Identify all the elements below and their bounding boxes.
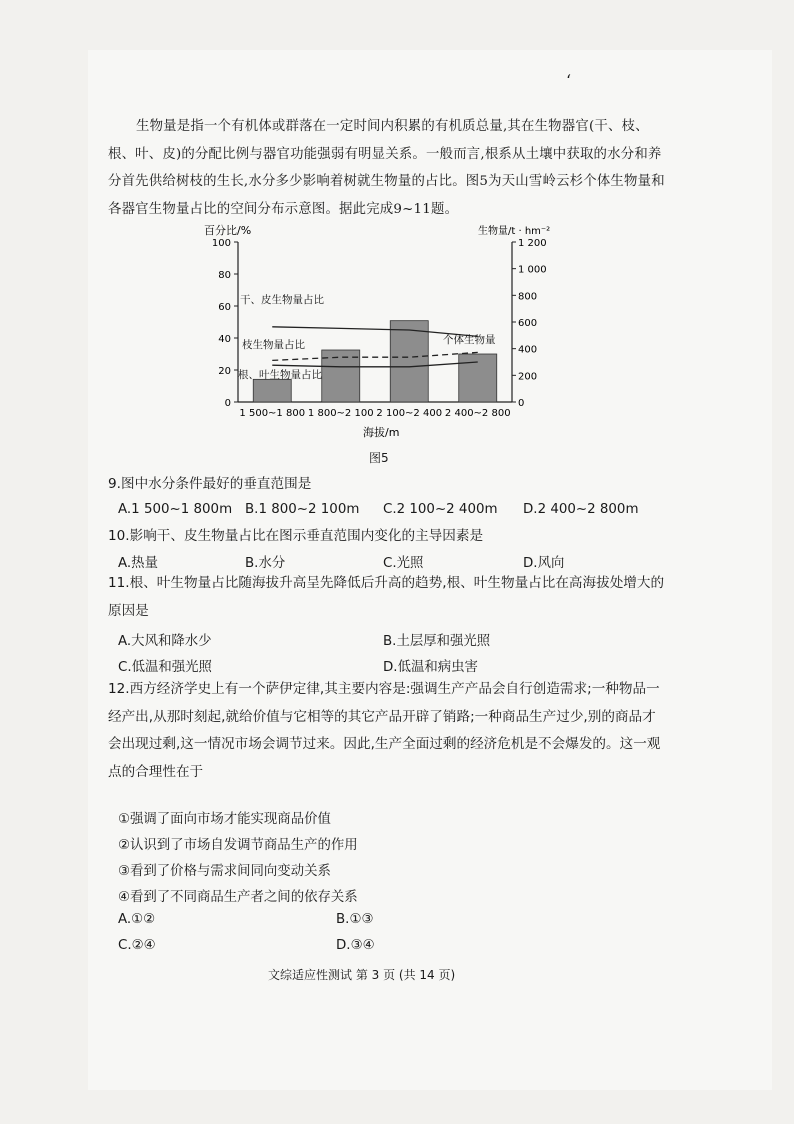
q9-option-c[interactable]: C.2 100~2 400m	[383, 502, 498, 517]
question-11: 11.根、叶生物量占比随海拔升高呈先降低后升高的趋势,根、叶生物量占比在高海拔处增大的原因是	[108, 575, 665, 619]
left-tick-label: 100	[211, 238, 231, 249]
q12-option-d[interactable]: D.③④	[336, 938, 375, 953]
x-tick-label: 1 800~2 100	[307, 408, 374, 419]
q11-option-a[interactable]: A.大风和降水少	[118, 634, 212, 649]
q12-statement-4: ④看到了不同商品生产者之间的依存关系	[118, 890, 358, 905]
series-label: 根、叶生物量占比	[238, 369, 322, 381]
right-tick-label: 1 000	[518, 264, 547, 276]
intro-paragraph	[108, 113, 668, 223]
q10-option-d[interactable]: D.风向	[523, 556, 565, 571]
biomass-bar	[253, 379, 291, 402]
intro-text: 生物量是指一个有机体或群落在一定时间内积累的有机质总量,其在生物器官(干、枝、根、叶、皮)的分配比例与器官功能强弱有明显关系。一般而言,根系从土壤中获取的水分和养分首先供给树枝的生长,水分多少影响着树就生物量的占比。图5为天山雪岭云杉个体生物量和各器官生物量占比的空间分布示意图。据此完成9~11题。	[108, 119, 665, 217]
series-line	[272, 362, 478, 367]
q10-option-a[interactable]: A.热量	[118, 556, 158, 571]
left-axis-title: 百分比/%	[204, 224, 252, 237]
left-tick-label: 0	[224, 398, 231, 409]
q11-option-b[interactable]: B.土层厚和强光照	[383, 634, 491, 649]
series-label: 个体生物量	[443, 334, 496, 346]
q12-option-b[interactable]: B.①③	[336, 912, 374, 927]
left-tick-label: 60	[218, 302, 231, 313]
left-tick-label: 80	[218, 270, 231, 281]
q10-option-c[interactable]: C.光照	[383, 556, 424, 571]
right-tick-label: 1 200	[518, 238, 547, 249]
question-10: 10.影响干、皮生物量占比在图示垂直范围内变化的主导因素是	[108, 528, 484, 544]
right-tick-label: 200	[518, 371, 538, 383]
right-tick-label: 0	[518, 398, 525, 409]
right-tick-label: 400	[518, 344, 538, 356]
biomass-bar	[390, 321, 428, 402]
series-line	[272, 352, 478, 360]
q11-option-c[interactable]: C.低温和强光照	[118, 660, 212, 675]
figure-caption: 图5	[369, 451, 389, 465]
q12-option-a[interactable]: A.①②	[118, 912, 156, 927]
series-label: 枝生物量占比	[242, 339, 305, 351]
x-tick-label: 2 400~2 800	[444, 408, 511, 419]
q11-option-d[interactable]: D.低温和病虫害	[383, 660, 478, 675]
left-tick-label: 20	[218, 366, 231, 377]
corner-mark: ʻ	[566, 71, 572, 90]
q9-option-d[interactable]: D.2 400~2 800m	[523, 502, 639, 517]
q9-option-a[interactable]: A.1 500~1 800m	[118, 502, 233, 517]
q12-statement-1: ①强调了面向市场才能实现商品价值	[118, 812, 331, 827]
q12-statement-2: ②认识到了市场自发调节商品生产的作用	[118, 838, 358, 853]
x-tick-label: 1 500~1 800	[239, 408, 306, 419]
question-9: 9.图中水分条件最好的垂直范围是	[108, 476, 312, 492]
question-12: 12.西方经济学史上有一个萨伊定律,其主要内容是:强调生产产品会自行创造需求;一种物品一经产出,从那时刻起,就给价值与它相等的其它产品开辟了销路;一种商品生产过少,别的商品才会出现过剩,这一情况市场会调节过来。因此,生产全面过剩的经济危机是不会爆发的。这一观点的合理性在于	[108, 681, 661, 780]
q9-option-b[interactable]: B.1 800~2 100m	[245, 502, 360, 517]
left-tick-label: 40	[218, 334, 231, 345]
series-label: 干、皮生物量占比	[240, 294, 324, 306]
q10-option-b[interactable]: B.水分	[245, 556, 286, 571]
right-tick-label: 600	[518, 318, 538, 329]
x-axis-title: 海拔/m	[363, 426, 400, 439]
right-tick-label: 800	[518, 291, 538, 303]
x-tick-label: 2 100~2 400	[376, 408, 443, 419]
q12-statement-3: ③看到了价格与需求间同向变动关系	[118, 864, 331, 879]
biomass-bar	[459, 354, 497, 402]
page-footer: 文综适应性测试 第 3 页 (共 14 页)	[268, 968, 456, 982]
q12-option-c[interactable]: C.②④	[118, 938, 156, 953]
right-axis-title: 生物量/t · hm⁻²	[478, 226, 551, 237]
figure-5-chart	[200, 218, 560, 440]
